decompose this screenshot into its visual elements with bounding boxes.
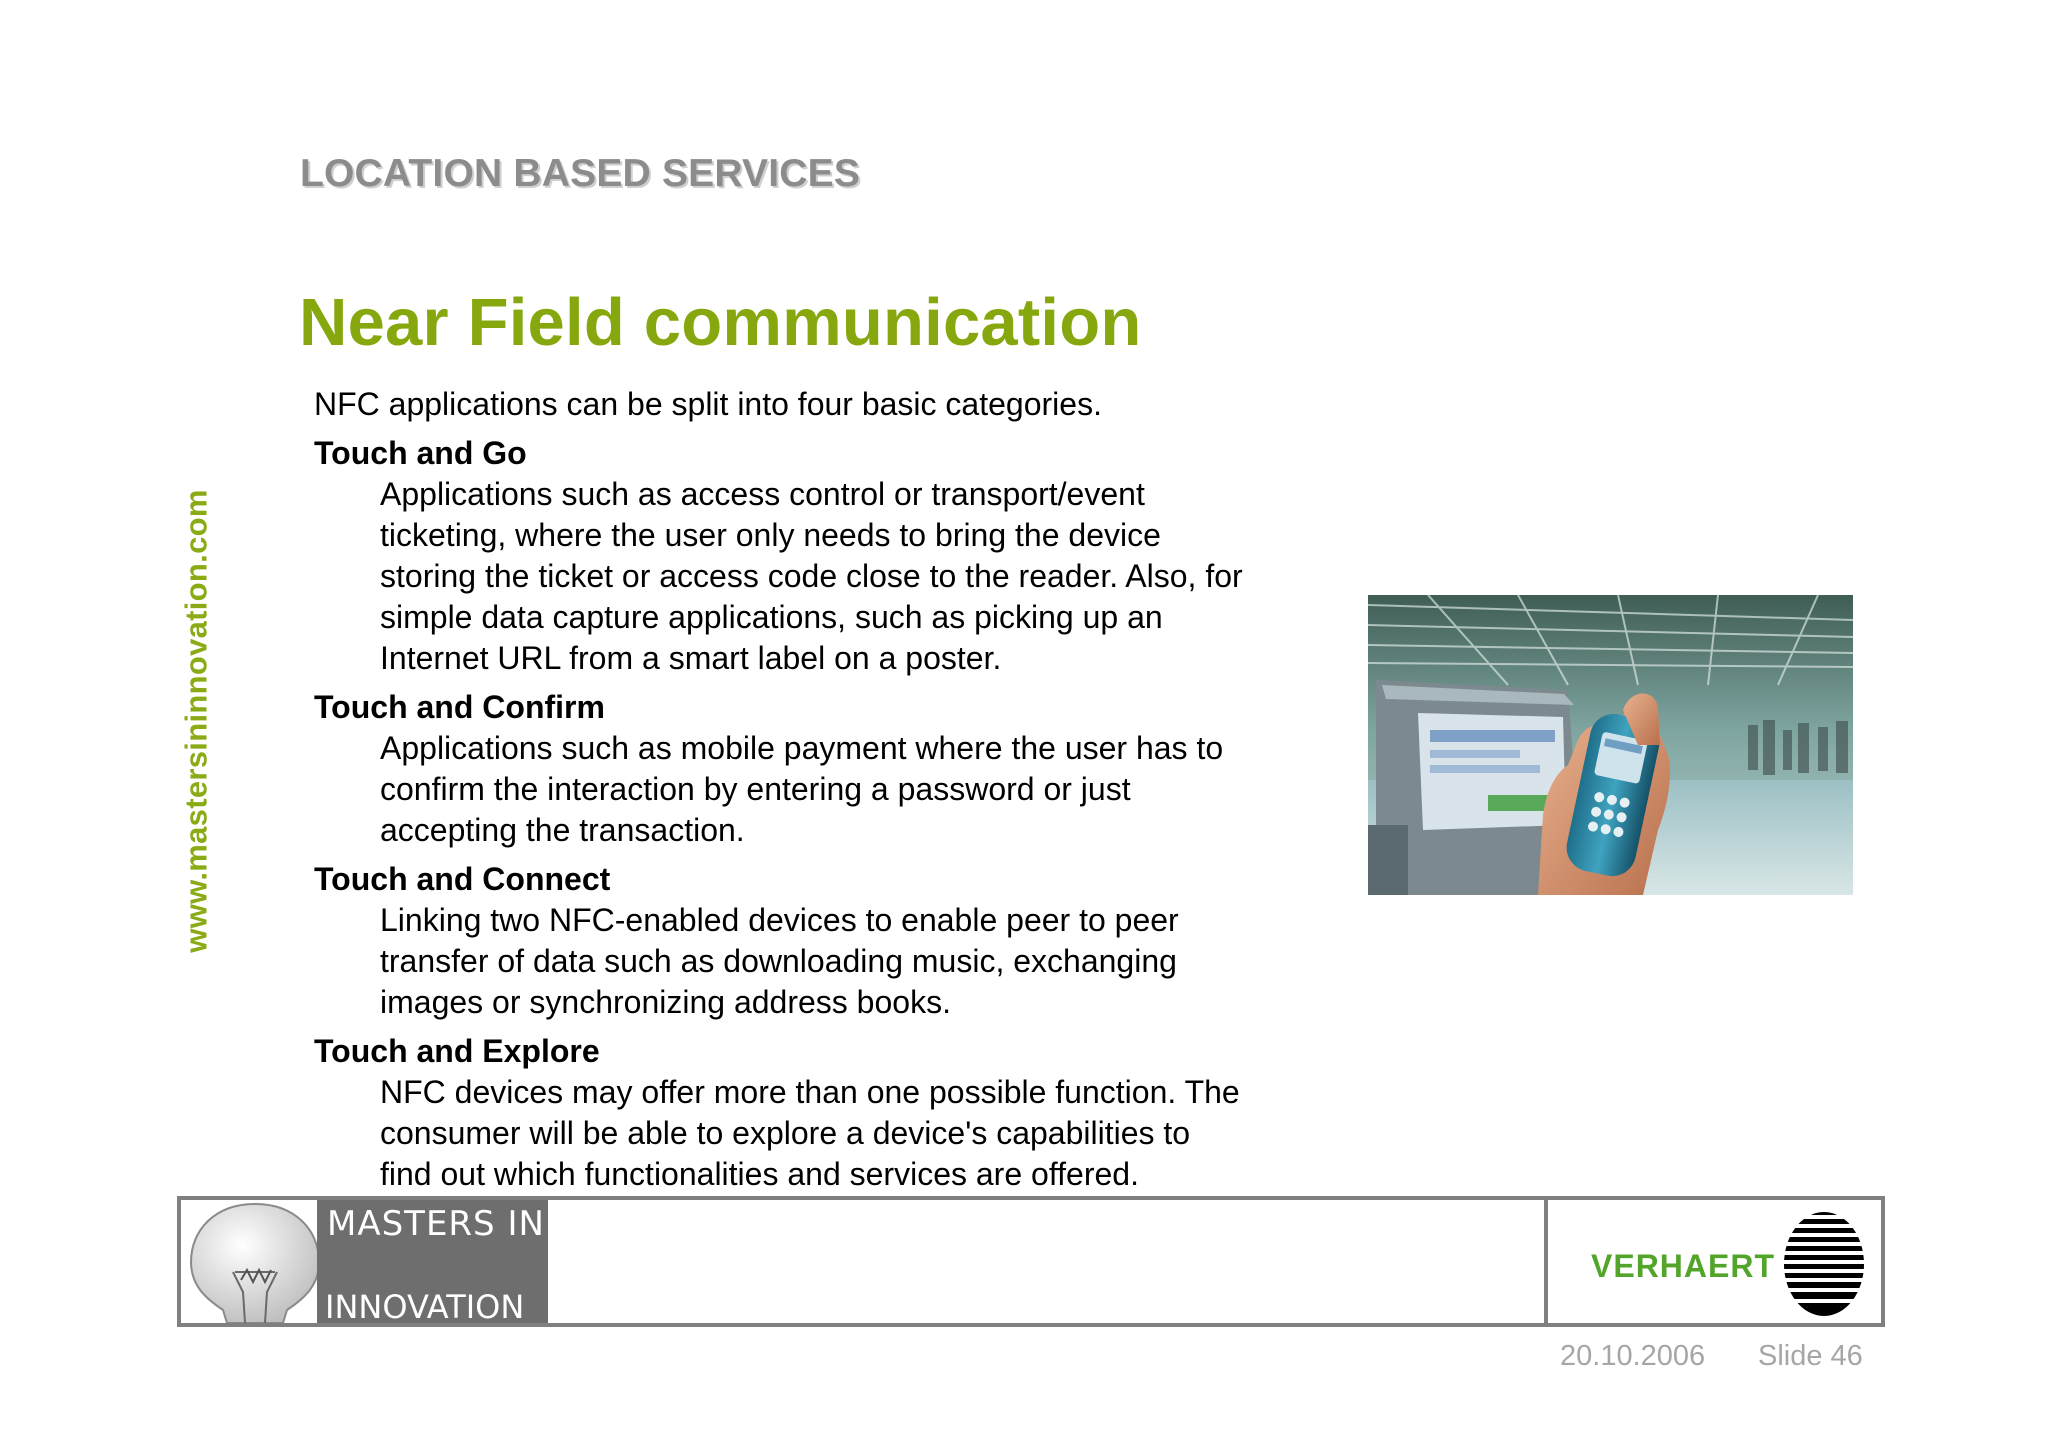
category-heading: Touch and Connect <box>314 861 611 897</box>
logo-text-top: MASTERS IN <box>327 1204 545 1244</box>
section-title: LOCATION BASED SERVICES <box>300 152 861 195</box>
slide-date: 20.10.2006 <box>1560 1340 1706 1372</box>
desc-line: NFC devices may offer more than one possible function. The <box>380 1074 1240 1110</box>
desc-line: consumer will be able to explore a device's capabilities to <box>380 1115 1191 1151</box>
category-description <box>314 900 1334 1023</box>
side-website-url <box>175 468 219 973</box>
desc-line: accepting the transaction. <box>380 812 745 848</box>
logo-text-bottom: INNOVATION <box>325 1288 525 1326</box>
category-touch-and-connect <box>314 859 1334 1023</box>
category-heading: Touch and Go <box>314 435 527 471</box>
intro-text: NFC applications can be split into four basic categories. <box>314 386 1102 422</box>
desc-line: transfer of data such as downloading music, exchanging <box>380 943 1177 979</box>
verhaert-egg-icon <box>1779 1206 1869 1318</box>
slide-number: Slide 46 <box>1758 1340 1863 1372</box>
desc-line: Internet URL from a smart label on a poster. <box>380 640 1002 676</box>
desc-line: Applications such as access control or transport/event <box>380 476 1145 512</box>
desc-line: Applications such as mobile payment where the user has to <box>380 730 1224 766</box>
category-heading: Touch and Confirm <box>314 689 605 725</box>
category-touch-and-confirm <box>314 687 1334 851</box>
category-heading: Touch and Explore <box>314 1033 600 1069</box>
category-description <box>314 474 1334 679</box>
slide-body <box>314 384 1334 1203</box>
desc-line: find out which functionalities and services are offered. <box>380 1156 1139 1192</box>
company-name: VERHAERT <box>1591 1248 1776 1284</box>
masters-in-innovation-logo <box>317 1200 548 1326</box>
category-description <box>314 1072 1334 1195</box>
desc-line: Linking two NFC-enabled devices to enable peer to peer <box>380 902 1179 938</box>
side-website-url-text: www.mastersininnovation.com <box>179 488 214 953</box>
category-touch-and-go <box>314 433 1334 679</box>
desc-line: images or synchronizing address books. <box>380 984 951 1020</box>
light-bulb-icon <box>185 1200 325 1323</box>
desc-line: ticketing, where the user only needs to bring the device <box>380 517 1161 553</box>
desc-line: confirm the interaction by entering a password or just <box>380 771 1131 807</box>
nfc-phone-photo <box>1368 595 1853 895</box>
footer-divider <box>1544 1200 1548 1323</box>
slide-title: Near Field communication <box>299 285 1142 360</box>
desc-line: simple data capture applications, such as picking up an <box>380 599 1163 635</box>
footer-bar <box>177 1196 1885 1327</box>
desc-line: storing the ticket or access code close to the reader. Also, for <box>380 558 1243 594</box>
category-description <box>314 728 1334 851</box>
category-touch-and-explore <box>314 1031 1334 1195</box>
